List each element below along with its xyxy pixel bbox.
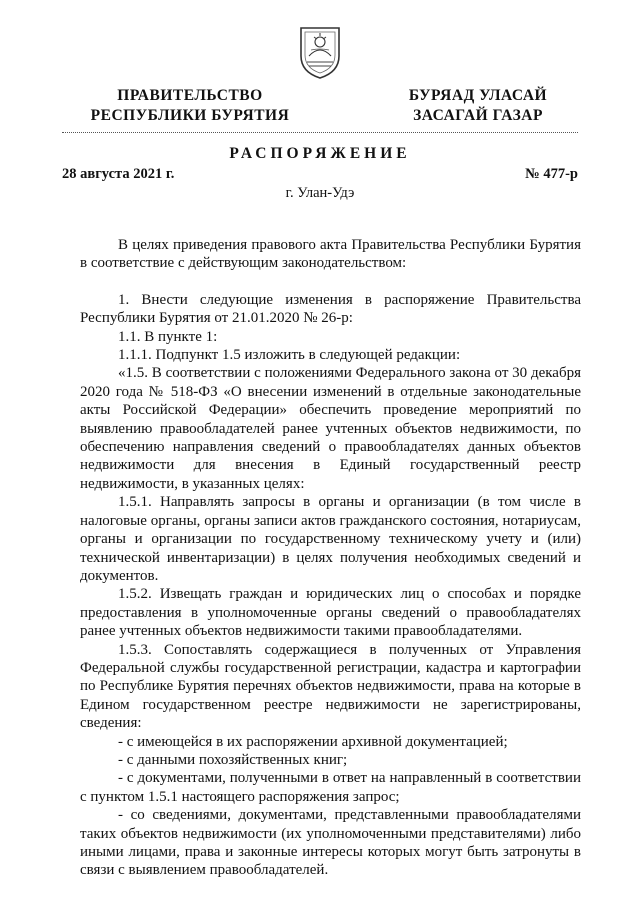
- government-name-buryat: [398, 86, 558, 126]
- paragraph-1-1: 1.1. В пункте 1:: [118, 328, 218, 345]
- document-city: г. Улан-Удэ: [285, 185, 355, 201]
- coat-of-arms-emblem: [297, 22, 343, 80]
- paragraph-1-5: «1.5. В соответствии с положениями Федерального закона от 30 декабря 2020 года № 518-ФЗ «О внесении изменений в отдельные законодательные акты Российской Федерации» обеспечить проведение мероприятий по выявлению правообладателей ранее учтенных объектов недвижимости, по обеспечению направления сведений о правообладателях данных объектов недвижимости для внесения в Единый государственный реестр недвижимости, в указанных целях:: [80, 365, 581, 492]
- document-date: 28 августа 2021 г.: [62, 166, 175, 182]
- document-number: № 477-р: [525, 166, 578, 182]
- government-name-russian: [70, 86, 310, 126]
- intro-paragraph: В целях приведения правового акта Правительства Республики Бурятия в соответствие с действующим законодательством:: [80, 237, 581, 272]
- bullet-archive: - с имеющейся в их распоряжении архивной документацией;: [118, 733, 508, 750]
- paragraph-1-5-2: 1.5.2. Извещать граждан и юридических лиц о способах и порядке предоставления в уполномоченные органы сведений о правообладателях ранее учтенных объектов недвижимости такими правообладателями.: [80, 586, 581, 640]
- paragraph-1-5-1: 1.5.1. Направлять запросы в органы и организации (в том числе в налоговые органы, органы записи актов гражданского состояния, нотариусам, органы и организации по государственному техническому учету и (или) технической инвентаризации) в целях получения необходимых сведений и документов.: [80, 494, 581, 584]
- paragraph-1-5-3: 1.5.3. Сопоставлять содержащиеся в полученных от Управления Федеральной службы государственной регистрации, кадастра и картографии по Республике Бурятия перечнях объектов недвижимости, права на которые в Едином государственном реестре недвижимости не зарегистрированы, сведения:: [80, 641, 581, 732]
- paragraph-1-1-1: 1.1.1. Подпункт 1.5 изложить в следующей редакции:: [118, 347, 461, 364]
- document-title: РАСПОРЯЖЕНИЕ: [229, 145, 411, 162]
- paragraph-1: 1. Внести следующие изменения в распоряжение Правительства Республики Бурятия от 21.01.2020 № 26-р:: [80, 291, 581, 327]
- bullet-household-books: - с данными похозяйственных книг;: [118, 751, 348, 768]
- document-body: [80, 236, 581, 880]
- header-left-line1: ПРАВИТЕЛЬСТВО: [117, 87, 263, 104]
- header-divider: [62, 132, 578, 133]
- paragraph-gap: [80, 273, 581, 291]
- header-right-line1: БУРЯАД УЛАСАЙ: [408, 87, 548, 104]
- header-right-line2: ЗАСАГАЙ ГАЗАР: [413, 107, 543, 124]
- bullet-rightholders: - со сведениями, документами, представленными правообладателями таких объектов недвижимости (их уполномоченными представителями) либо иными лицами, права и законные интересы которых могут быть затронуты в связи с выявлением правообладателей.: [80, 807, 581, 879]
- header-left-line2: РЕСПУБЛИКИ БУРЯТИЯ: [90, 107, 290, 124]
- bullet-documents: - с документами, полученными в ответ на направленный в соответствии с пунктом 1.5.1 настоящего распоряжения запрос;: [80, 770, 581, 805]
